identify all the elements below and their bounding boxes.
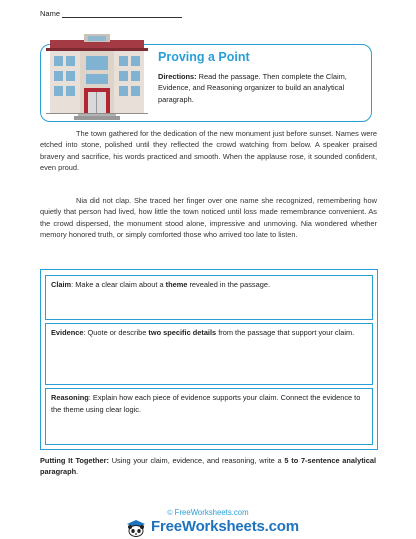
evidence-keyword: two specific details — [148, 328, 217, 337]
cer-organizer — [40, 269, 378, 450]
together-text-2: . — [76, 467, 79, 477]
claim-label: Claim — [51, 280, 72, 289]
together-keyword: 5 to 7-sentence analytical paragraph — [40, 456, 376, 477]
name-field-line[interactable] — [62, 17, 182, 18]
building-illustration — [46, 34, 148, 120]
name-label: Name — [40, 9, 61, 18]
footer-url-text: FreeWorksheets.com — [172, 508, 249, 517]
brand-name: FreeWorksheets.com — [151, 518, 299, 535]
reasoning-prompt: : Explain how each piece of evidence supports your claim. Connect the evidence to the theme using clear logic. — [51, 393, 361, 414]
footer-url[interactable] — [0, 508, 416, 517]
passage-paragraph-1-text: The town gathered for the dedication of the new monument just before sunset. Names were etched into stone, polished until they reflected the crowd watching from below. A speaker praised bravery and sacrifice, his words practiced and smooth. When the applause rose, it sounded confident, even proud. — [40, 129, 377, 173]
reasoning-box[interactable] — [45, 388, 373, 445]
copyright-symbol: © — [167, 510, 173, 517]
claim-box[interactable] — [45, 275, 373, 320]
claim-prompt-1: : Make a clear claim about a — [71, 280, 166, 289]
evidence-label: Evidence — [51, 328, 84, 337]
passage-paragraph-2-text: Nia did not clap. She traced her finger over one name she recognized, remembering how quietly that person had lived, how little the town noticed until loss made remembrance convenient. As the crowd dispersed, the monument stood alone, impressive and unmoving. Nia wondered whether memory honored truth, or simply comforted those who arrived too late to listen. — [40, 196, 377, 240]
claim-keyword: theme — [165, 280, 188, 289]
panda-logo-icon — [125, 517, 147, 537]
reasoning-label: Reasoning — [51, 393, 89, 402]
evidence-box[interactable] — [45, 323, 373, 385]
evidence-prompt-1: : Quote or describe — [83, 328, 149, 337]
evidence-prompt-2: from the passage that support your claim. — [216, 328, 355, 337]
directions-body: Read the passage. Then complete the Claim, Evidence, and Reasoning organizer to build an analytical paragraph. — [158, 72, 347, 104]
putting-it-together — [40, 455, 376, 477]
claim-prompt-2: revealed in the passage. — [187, 280, 270, 289]
passage-paragraph — [40, 195, 377, 241]
directions-label: Directions: — [158, 72, 197, 81]
directions-text — [158, 71, 363, 105]
passage-paragraph — [40, 128, 377, 174]
footer-brand — [125, 517, 305, 537]
together-text-1: Using your claim, evidence, and reasoning, write a — [108, 456, 285, 465]
together-label: Putting It Together: — [40, 456, 109, 465]
page-title: Proving a Point — [158, 50, 250, 64]
